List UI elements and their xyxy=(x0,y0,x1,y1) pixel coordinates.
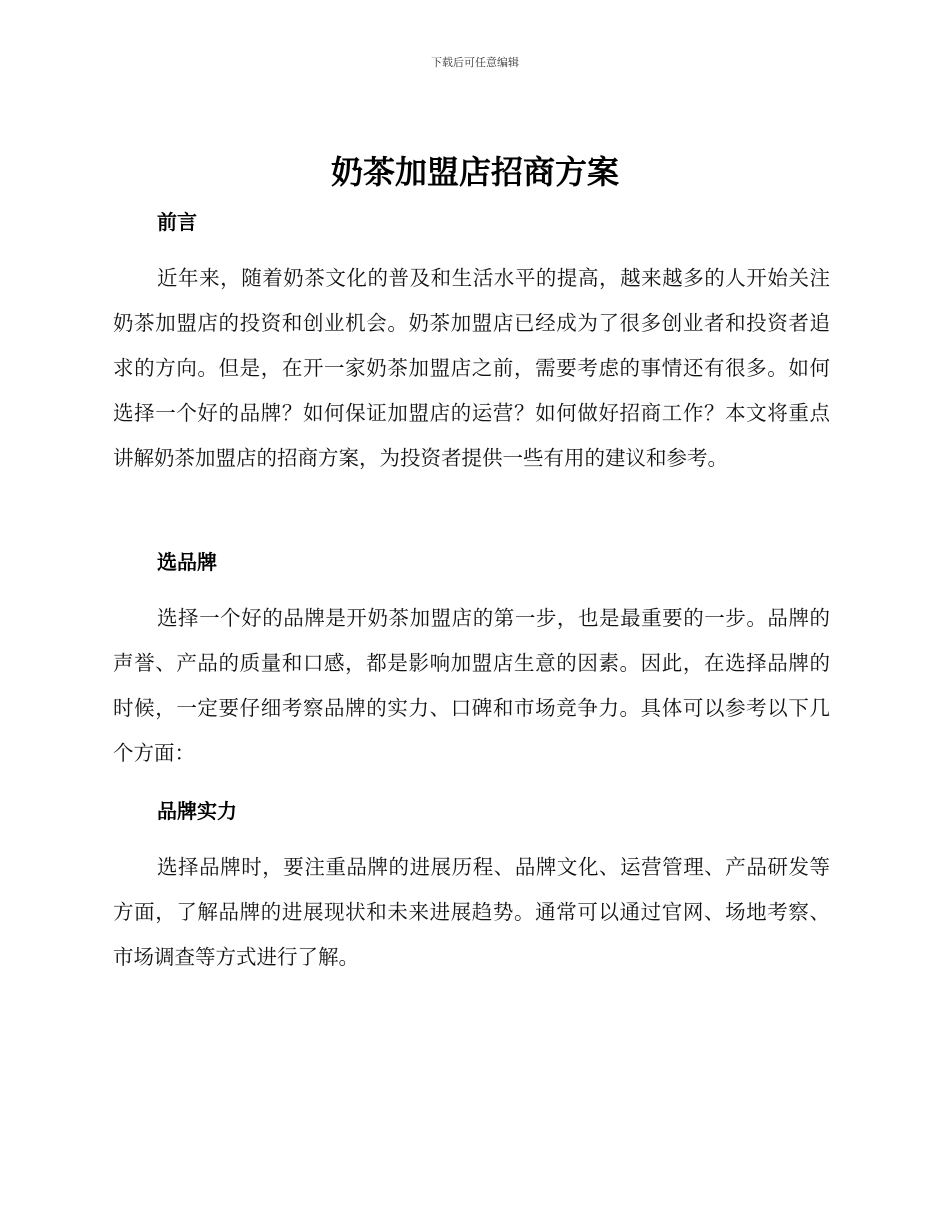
document-title: 奶茶加盟店招商方案 xyxy=(330,153,619,191)
header-note: 下载后可任意编辑 xyxy=(431,56,519,69)
section-heading-brand-strength: 品牌实力 xyxy=(157,799,237,823)
section-heading-brand-selection: 选品牌 xyxy=(157,550,217,574)
section-paragraph-brand-selection: 选择一个好的品牌是开奶茶加盟店的第一步，也是最重要的一步。品牌的声誉、产品的质量和口感，都是影响加盟店生意的因素。因此，在选择品牌的时候，一定要仔细考察品牌的实力、口碑和市场竞争力。具体可以参考以下几个方面： xyxy=(113,606,830,765)
section-paragraph-preface: 近年来，随着奶茶文化的普及和生活水平的提高，越来越多的人开始关注奶茶加盟店的投资和创业机会。奶茶加盟店已经成为了很多创业者和投资者追求的方向。但是，在开一家奶茶加盟店之前，需要考虑的事情还有很多。如何选择一个好的品牌？如何保证加盟店的运营？如何做好招商工作？本文将重点讲解奶茶加盟店的招商方案，为投资者提供一些有用的建议和参考。 xyxy=(113,266,830,470)
section-heading-preface: 前言 xyxy=(157,210,197,234)
section-paragraph-brand-strength: 选择品牌时，要注重品牌的进展历程、品牌文化、运营管理、产品研发等方面，了解品牌的进展现状和未来进展趋势。通常可以通过官网、场地考察、市场调查等方式进行了解。 xyxy=(113,855,830,969)
